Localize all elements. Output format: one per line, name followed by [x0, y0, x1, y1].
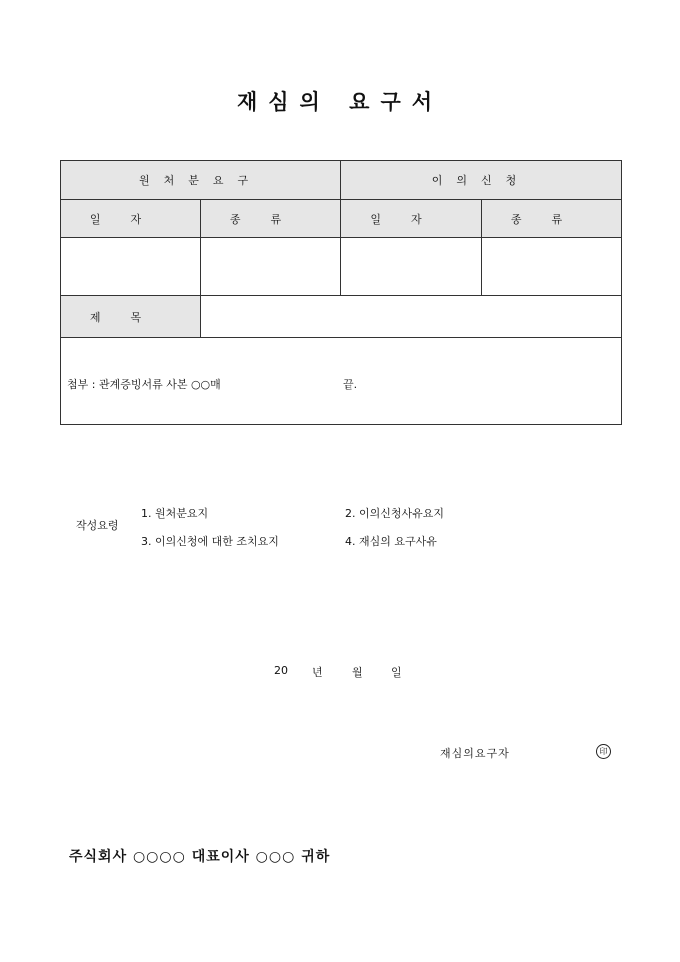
- subject-value-cell[interactable]: [201, 296, 622, 338]
- header-date-left: 일자: [61, 200, 201, 238]
- document-title: 재심의 요구서: [236, 89, 444, 114]
- recipient-line: 주식회사 ○○○○ 대표이사 ○○○ 귀하: [69, 849, 331, 865]
- date-day-unit: 일: [391, 666, 402, 679]
- header-date-right: 일자: [341, 200, 482, 238]
- header-objection: 이의신청: [341, 161, 622, 200]
- header-type-right: 종류: [482, 200, 622, 238]
- cell-type-left[interactable]: [201, 238, 341, 296]
- cell-date-right[interactable]: [341, 238, 482, 296]
- subject-label: 제목: [61, 296, 201, 338]
- guide-label: 작성요령: [76, 519, 119, 532]
- attachment-cell: [61, 338, 622, 425]
- attachment-text: 첨부 : 관계증빙서류 사본 ○○매: [67, 378, 221, 391]
- cell-date-left[interactable]: [61, 238, 201, 296]
- seal-mark: 印: [596, 744, 611, 759]
- request-form-table: [60, 160, 622, 425]
- requester-label: 재심의요구자: [440, 747, 510, 760]
- date-year-prefix: 20: [274, 664, 288, 677]
- header-type-left: 종류: [201, 200, 341, 238]
- date-year-unit: 년: [312, 666, 323, 679]
- guide-item-2: 2. 이의신청사유요지: [345, 507, 444, 520]
- guide-item-1: 1. 원처분요지: [141, 507, 209, 520]
- guide-item-3: 3. 이의신청에 대한 조치요지: [141, 535, 279, 548]
- date-month-unit: 월: [352, 666, 363, 679]
- guide-item-4: 4. 재심의 요구사유: [345, 535, 437, 548]
- attachment-end-mark: 끝.: [343, 378, 358, 391]
- cell-type-right[interactable]: [482, 238, 622, 296]
- header-original-disposition: 원처분요구: [61, 161, 341, 200]
